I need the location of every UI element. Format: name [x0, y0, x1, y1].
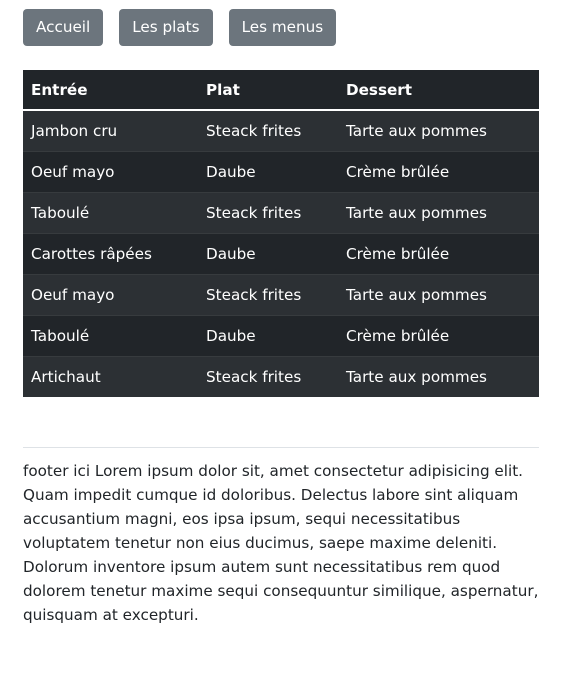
table-cell-plat: Steack frites [198, 356, 338, 397]
table-cell-dessert: Crème brûlée [338, 151, 539, 192]
table-cell-plat: Steack frites [198, 274, 338, 315]
table-cell-entree: Carottes râpées [23, 233, 198, 274]
nav-button-les-plats[interactable]: Les plats [119, 9, 212, 46]
table-row [23, 233, 539, 274]
table-row [23, 192, 539, 233]
table-cell-dessert: Crème brûlée [338, 315, 539, 356]
nav-button-accueil[interactable]: Accueil [23, 9, 103, 46]
table-row [23, 151, 539, 192]
table-cell-plat: Steack frites [198, 192, 338, 233]
table-header-row [23, 70, 539, 110]
footer-text: footer ici Lorem ipsum dolor sit, amet consectetur adipisicing elit. Quam impedit cumque id doloribus. Delectus labore sint aliquam accusantium magni, eos ipsa ipsum, sequi necessitatibus voluptatem tenetur non eius ducimus, saepe maxime deleniti. Dolorum inventore ipsum autem sunt necessitatibus rem quod dolorem tenetur maxime sequi consequuntur similique, aspernatur, quisquam at excepturi. [23, 462, 539, 624]
table-cell-dessert: Tarte aux pommes [338, 356, 539, 397]
table-cell-plat: Steack frites [198, 110, 338, 151]
table-cell-plat: Daube [198, 315, 338, 356]
table-row [23, 315, 539, 356]
column-header-entree: Entrée [23, 70, 198, 110]
table-header [23, 70, 539, 110]
table-cell-plat: Daube [198, 151, 338, 192]
table-cell-entree: Jambon cru [23, 110, 198, 151]
table-row [23, 110, 539, 151]
table-cell-dessert: Tarte aux pommes [338, 274, 539, 315]
table-body [23, 110, 539, 397]
page-footer [23, 447, 539, 627]
menu-table [23, 70, 539, 397]
table-cell-dessert: Tarte aux pommes [338, 192, 539, 233]
table-cell-entree: Oeuf mayo [23, 151, 198, 192]
table-cell-dessert: Crème brûlée [338, 233, 539, 274]
table-cell-entree: Oeuf mayo [23, 274, 198, 315]
table-cell-entree: Artichaut [23, 356, 198, 397]
table-row [23, 274, 539, 315]
menu-table-container [23, 70, 539, 397]
table-cell-entree: Taboulé [23, 192, 198, 233]
nav-button-les-menus[interactable]: Les menus [229, 9, 337, 46]
table-cell-entree: Taboulé [23, 315, 198, 356]
top-nav [23, 9, 336, 46]
table-cell-plat: Daube [198, 233, 338, 274]
column-header-dessert: Dessert [338, 70, 539, 110]
table-row [23, 356, 539, 397]
column-header-plat: Plat [198, 70, 338, 110]
table-cell-dessert: Tarte aux pommes [338, 110, 539, 151]
